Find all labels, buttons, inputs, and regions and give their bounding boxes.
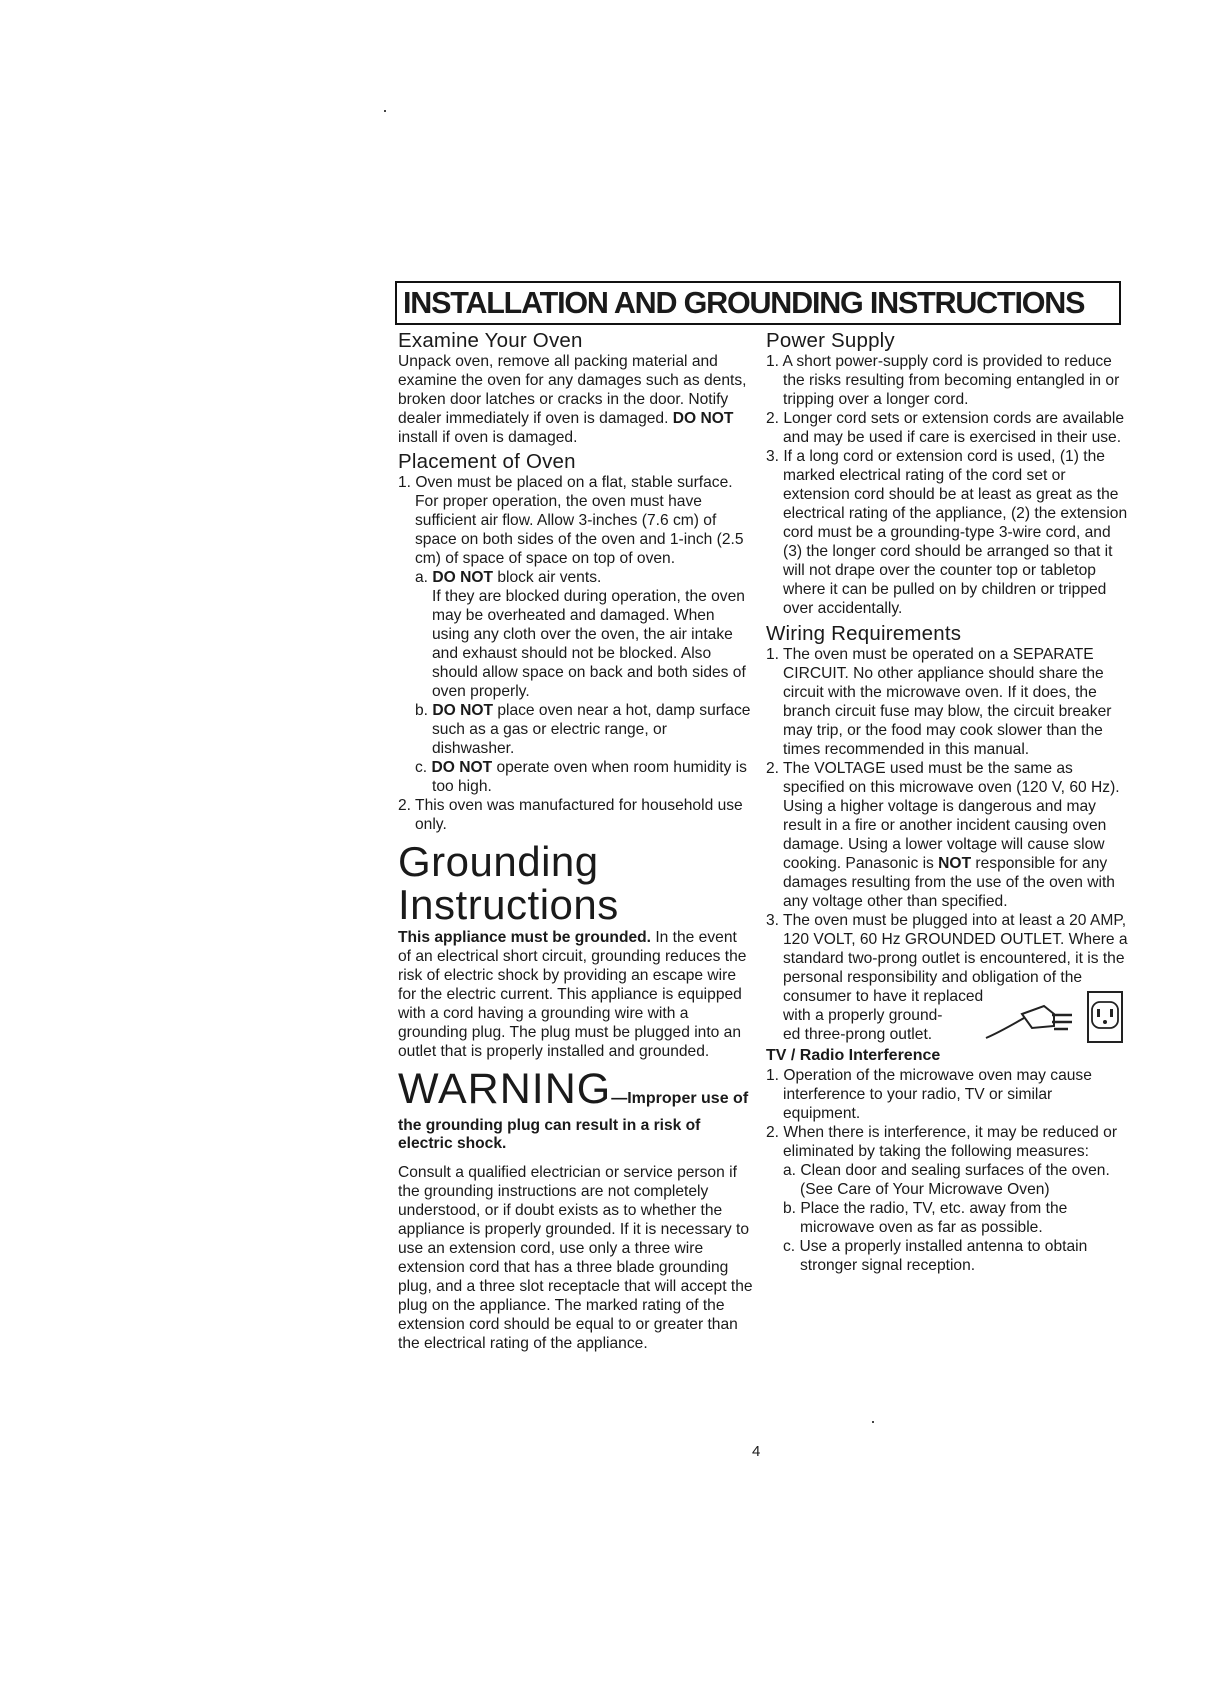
grounding-text: This appliance must be grounded. In the event of an electrical short circuit, grounding reduces the risk of electric shock by providing an escape wire for the electric current. This appliance is equipped with a cord having a grounding wire with a grounding plug. The plug must be plugged into an outlet that is properly installed and grounded. [398,929,747,1060]
left-column [398,329,753,1353]
consult-text: Consult a qualified electrician or service person if the grounding instructions are not completely understood, or if doubt exists as to whether the appliance is properly grounded. If it is necessary to use an extension cord, use only a three wire extension cord that has a three blade grounding plug, and a three slot receptacle that will accept the plug on the appliance. The marked rating of the extension cord should be equal to or greater than the electrical rating of the appliance. [398,1164,753,1352]
placement-item-a-detail: If they are blocked during operation, the oven may be overheated and damaged. When using any cloth over the oven, the air intake and exhaust should not be blocked. Also should allow space on back and both sides of oven properly. [432,588,746,700]
speck [384,110,386,112]
wiring-item-3: 3. The oven must be plugged into at least a 20 AMP, 120 VOLT, 60 Hz GROUNDED OUTLET. Where a standard two-prong outlet is encountered, it is the personal responsibility and obligation of the consumer to have it replaced [766,912,1128,1005]
speck [872,1421,874,1423]
wiring-item-2: 2. The VOLTAGE used must be the same as specified on this microwave oven (120 V, 60 Hz). Using a higher voltage is dangerous and may result in a fire or another incident causing oven damage. Using a lower voltage will cause slow cooking. Panasonic is NOT responsible for any damages resulting from the use of the oven with any voltage other than specified. [766,760,1120,910]
page-number: 4 [752,1443,761,1460]
tv-item-c: c. Use a properly installed antenna to obtain stronger signal reception. [783,1238,1088,1274]
wiring-item-3-end2: ed three-prong outlet. [783,1026,933,1043]
plug-icon [978,988,1128,1044]
power-item-2: 2. Longer cord sets or extension cords are available and may be used if care is exercised in their use. [766,410,1124,446]
examine-heading: Examine Your Oven [398,329,583,352]
tv-item-2: 2. When there is interference, it may be reduced or eliminated by taking the following measures: [766,1124,1118,1160]
tv-heading: TV / Radio Interference [766,1047,941,1064]
placement-item-a: a. DO NOT block air vents. [415,569,602,586]
right-column [766,329,1128,1275]
wiring-item-3-end1: with a properly ground- [783,1007,943,1024]
placement-item-2: 2. This oven was manufactured for household use only. [398,797,743,833]
placement-heading: Placement of Oven [398,450,576,473]
outlet-icon [1088,992,1122,1042]
placement-item-c: c. DO NOT operate oven when room humidity is too high. [415,759,747,795]
placement-item-1: 1. Oven must be placed on a flat, stable surface. For proper operation, the oven must have sufficient air flow. Allow 3-inches (7.6 cm) of space on both sides of the oven and 1-inch (2.5 cm) of space of space on top of oven. [398,474,744,567]
wiring-heading: Wiring Requirements [766,622,962,645]
tv-item-1: 1. Operation of the microwave oven may cause interference to your radio, TV or similar equipment. [766,1067,1092,1122]
warning-text: the grounding plug can result in a risk of electric shock. [398,1117,701,1152]
tv-item-b: b. Place the radio, TV, etc. away from the microwave oven as far as possible. [783,1200,1068,1236]
placement-item-b: b. DO NOT place oven near a hot, damp surface such as a gas or electric range, or dishwasher. [415,702,751,757]
power-item-1: 1. A short power-supply cord is provided to reduce the risks resulting from becoming entangled in or tripping over a longer cord. [766,353,1120,408]
tv-item-a: a. Clean door and sealing surfaces of the oven. (See Care of Your Microwave Oven) [783,1162,1110,1198]
warning-heading: WARNING—Improper use of [398,1065,749,1113]
power-item-3: 3. If a long cord or extension cord is used, (1) the marked electrical rating of the cord set or extension cord should be at least as great as the electrical rating of the appliance, (2) the extension cord must be a grounding-type 3-wire cord, and (3) the longer cord should be arranged so that it will not drape over the counter top or tabletop where it can be pulled on by children or tripped over accidentally. [766,448,1128,617]
page-title: INSTALLATION AND GROUNDING INSTRUCTIONS [395,281,1121,325]
power-heading: Power Supply [766,329,895,352]
grounding-heading: Grounding Instructions [398,838,619,928]
examine-text: Unpack oven, remove all packing material and examine the oven for any damages such as dents, broken door latches or cracks in the door. Notify dealer immediately if oven is damaged. DO NOT install if oven is damaged. [398,353,747,446]
wiring-item-1: 1. The oven must be operated on a SEPARATE CIRCUIT. No other appliance should share the circuit with the microwave oven. If it does, the branch circuit fuse may blow, the circuit breaker may trip, or the food may cook slower than the times recommended in this manual. [766,646,1112,758]
outlet-row [766,1006,1128,1044]
